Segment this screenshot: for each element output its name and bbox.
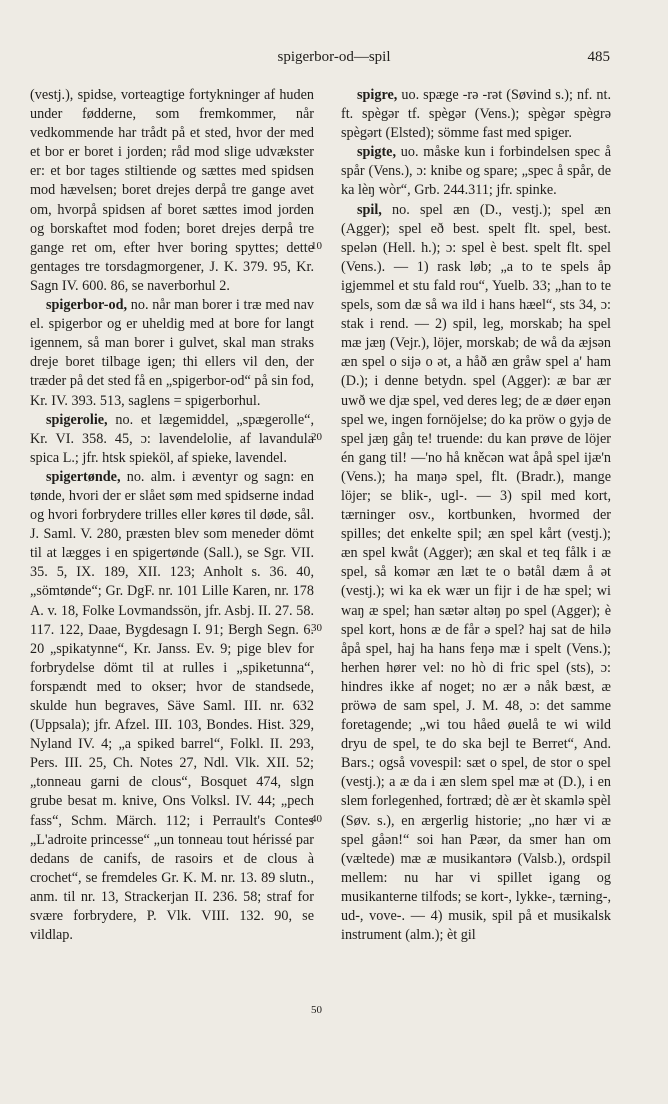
entry-text: uo. spæge -rə -rət (Søvind s.); nf. nt. ft. spègər tf. spègər (Vens.); spègər spègrə spègərt (Elsted); sömme fast med spiger. [341, 87, 611, 142]
entry-paragraph [30, 296, 314, 411]
entry-text: no. når man borer i træ med nav el. spigerbor og er uheldig med at bore for langt igennem, så man borer i gulvet, skal man straks dreje boret tilbage igen; thi ellers vil den, der træder på det sted få en „spigerbor-od“ på sin fod, Kr. IV. 393. 513, saglens = spigerborhul. [30, 297, 314, 409]
entry-text: no. spel æn (D., vestj.); spel æn (Agger); spel eð best. spelt flt. spel, best. spelən (Hell. h.); ɔ: spel è best. spelt flt. spel (Vens.). — 1) rask løb; „a to te spels åp igjemmel et stu fald rou“, Yuelb. 33; „han to te spels, som dæ så wa ild i hans hæel“, sts 34, ɔ: stak i rend. — 2) spil, leg, morskab; ha spel mæ jæŋ (Vejr.), löjer, morskab; de wå da æjsən æn spel o sijə o ət, a håð æn gråw spel a' ham (D.); i denne betydn. spel (Agger): æ bar ær uwð we djæ spel, ved deres leg; de æ døer eŋən spel we, ingen fornöjelse; do ka pröw o gyjə de spel jæŋ gåŋ te! truende: du kan prøve de löjer én gang til! —'no hå kněcən wat åpå spel ijæ'n (Vens.); ha maŋə spel, flt. (Bradr.), mange löjer; se blik-, ugl-. — 3) spil med kort, tærninger osv., kortbunken, hvormed der spilles; det enkelte spil; æn spel kårt (vestj.); æn spel kwåt (Agger); æn skal et teq fålk i æ spel, så komər æn læt te o bətål dæm å ət (vestj.); wi ka ek wær un fijr i de hæ spel; wi waŋ æ spel; han sætər altəŋ po spel (Agger); è spel kort, hons æ de får ə spel? haj sat de hilə åpå spel, haj ha hans feŋə mæ i spelt (Vens.); herhen hører vel: no hò di fric spel (sts), ɔ: hindres ikke af noget; no ær ə nåk bæst, æ pröwə de sam spel, J. M. 48, ɔ: det samme foretagende; „wi tou håed øuelå te wi wild dryu de spel, te do ska bejl te Berret“, And. Bars.; også vovespil: sæt o spel, de stor o spel (vestj.); a æ da i æn slem spel mæ ət (D.), i en slem forlegenhed, fortræd; dè ær èt skamlə spèl (Søv. s.), en ærgerlig historie; „no hær vi æ spel gåən!“ soi han Pæər, da smer han om (væltede) mæ æ musikantərə (Valsb.), ordspil mellem: nu har vi spillet igang og musikanterne tilfods; se kort-, lykke-, tærning-, ud-, vove-. — 4) musik, spil på et musikalsk instrument (alm.); èt gil [341, 201, 611, 944]
line-number: 30 [311, 622, 322, 634]
page-number: 485 [587, 49, 610, 65]
line-number: 50 [311, 1004, 322, 1016]
entry-paragraph [30, 468, 314, 945]
line-number: 10 [311, 240, 322, 252]
entry-paragraph [30, 411, 314, 468]
entry-headword: spigerbor-od, [46, 297, 128, 314]
entry-text: no. et lægemiddel, „spægerolle“, Kr. VI. 358. 45, ɔ: lavendelolie, af lavandula spica L.; jfr. htsk spieköl, af spieke, lavendel. [30, 411, 314, 466]
entry-headword: spil, [357, 201, 382, 218]
entry-headword: spigte, [357, 144, 397, 161]
entry-headword: spigerolie, [46, 411, 108, 428]
entry-text: uo. måske kun i forbindelsen spec å spår (Vens.), ɔ: knibe og spare; „spec å spår, de ka lèŋ wòr“, Grb. 244.311; jfr. spinke. [341, 144, 611, 199]
right-column [341, 86, 611, 945]
entry-headword: spigre, [357, 87, 398, 103]
entry-paragraph [341, 86, 611, 143]
running-header [0, 49, 668, 73]
line-number: 40 [311, 813, 322, 825]
entry-text: (vestj.), spidse, vorteagtige fortykninger af huden under fødderne, som fremkommer, når vedkommende har trådt på et sted, hvor der med et bor er boret i jorden; råd mod slige udvækster er: et bor tages stiltiende og sættes med spidsen mod hævelsen; boret drejes derpå tre gange avet om, hvorpå spidsen af boret sættes imod jorden og borskaftet mod foden; boret drejes derpå tre gange ret om, efter hver boring spyttes; dette gentages tre torsdagmorgener, J. K. 379. 95, Kr. Sagn IV. 600. 86, se naverborhul 2. [30, 87, 314, 294]
left-column [30, 86, 314, 945]
entry-paragraph [30, 86, 314, 296]
running-title: spigerbor-od—spil [277, 49, 391, 65]
line-number: 20 [311, 431, 322, 443]
entry-headword: spigertønde, [46, 468, 121, 485]
entry-text: no. alm. i æventyr og sagn: en tønde, hvori der er slået søm med spidserne indad og hvori forbrydere trilles eller køres til døde, sål. J. Saml. V. 280, præsten blev som meneder dömt til at lægges i en spigertønde (Sall.), se Sgr. VII. 35. 5, IX. 189, XII. 123; Anholt s. 36. 40, „sömtønde“; Gr. DgF. nr. 101 Lille Karen, nr. 178 A. v. 18, Folke Lovmandssön, jfr. Asbj. II. 27. 58. 117. 122, Daae, Bygdesagn I. 91; Bergh Segn. 6. 20 „spikatynne“, Kr. Janss. Ev. 9; pige blev for forbrydelse dömt til at rulles i „spiketunna“, forspændt med to okser; hvor de standsede, skulde hun begraves, Säve Saml. III. nr. 632 (Uppsala); jfr. Afzel. III. 103, Bondes. Hist. 329, Nyland IV. 4; „a spiked barrel“, Folkl. II. 293, Pers. III. 25, Ch. Notes 27, Ndl. Vlk. XII. 52; „tonneau garni de clous“, Bosquet 474, slgn grube besat m. knive, Ons Volksl. IV. 44; „pech fass“, Schm. Märch. 112; i Perrault's Contes „L'adroite princesse“ „un tonneau tout hérissé par dedans de canifs, de rasoirs et de clous à crochet“, se fremdeles Gr. K. M. nr. 13. 89 slutn., anm. til nr. 13, Strackerjan II. 236. 58; straf for svære forbrydere, P. Vlk. VIII. 132. 90, se vildlap. [30, 468, 314, 944]
entry-paragraph [341, 201, 611, 946]
entry-paragraph [341, 143, 611, 200]
